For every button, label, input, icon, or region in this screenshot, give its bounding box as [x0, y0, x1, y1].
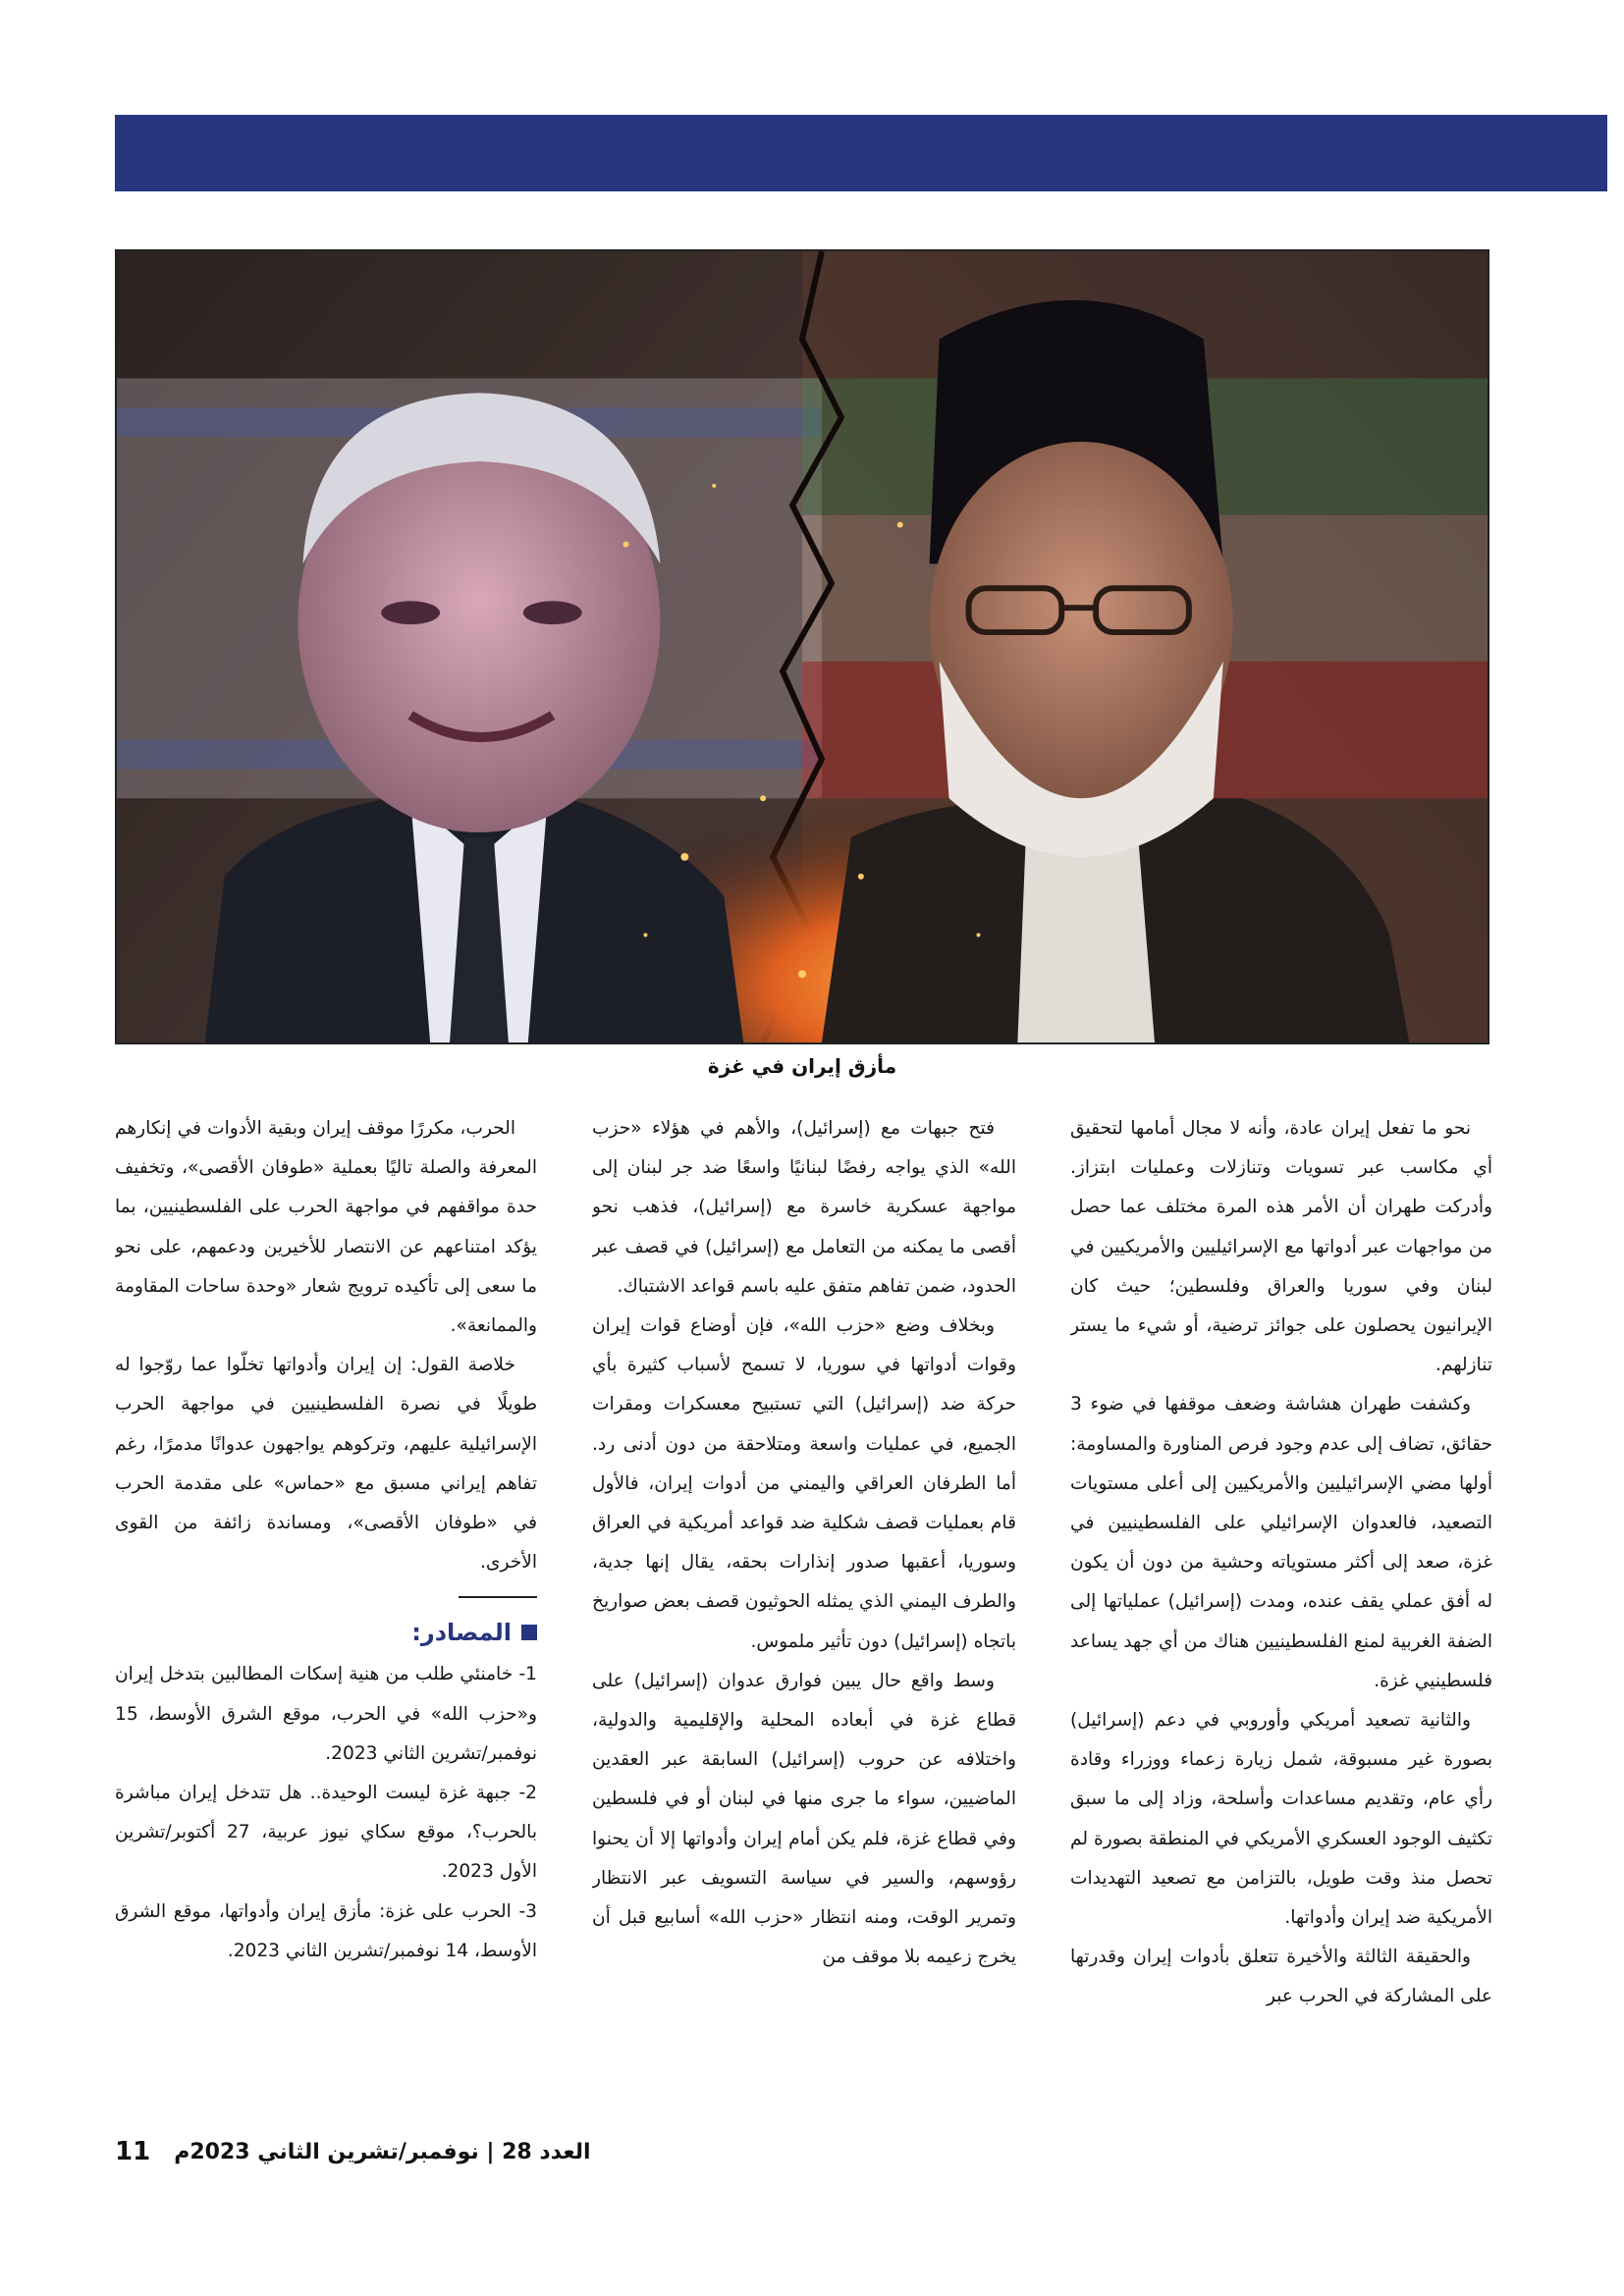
paragraph: الحرب، مكررًا موقف إيران وبقية الأدوات في إنكارهم المعرفة والصلة تاليًا بعملية «طوفان الأقصى»، وتخفيف حدة مواقفهم في مواجهة الحرب على الفلسطينيين، بما يؤكد امتناعهم عن الانتصار للأخيرين ودعمهم، على نحو ما سعى إلى تأكيده ترويج شعار «وحدة ساحات المقاومة والممانعة».	[115, 1118, 537, 1337]
hero-artwork	[117, 251, 1488, 1042]
square-bullet-icon	[521, 1625, 537, 1640]
paragraph: وبخلاف وضع «حزب الله»، فإن أوضاع قوات إيران وقوات أدواتها في سوريا، لا تسمح لأسباب كثيرة بأي حركة ضد (إسرائيل) التي تستبيح معسكرات ومقرات الجميع، في عمليات واسعة ومتلاحقة من دون أدنى رد. أما الطرفان العراقي واليمني من أدوات إيران، فالأول قام بعمليات قصف شكلية ضد قواعد أمريكية في العراق وسوريا، أعقبها صدور إنذارات بحقه، يقال إنها جدية، والطرف اليمني الذي يمثله الحوثيون قصف بعض صواريخ باتجاه (إسرائيل) دون تأثير ملموس.	[592, 1315, 1016, 1652]
sources-heading-label: المصادر:	[411, 1619, 512, 1647]
source-item: 3- الحرب على غزة: مأزق إيران وأدواتها، موقع الشرق الأوسط، 14 نوفمبر/تشرين الثاني 2023.	[115, 1900, 537, 1961]
page-footer	[115, 2132, 1489, 2171]
header-color-bar	[115, 115, 1607, 191]
hero-caption: مأزق إيران في غزة	[707, 1054, 897, 1078]
section-divider	[459, 1596, 537, 1598]
paragraph: وكشفت طهران هشاشة وضعف موقفها في ضوء 3 حقائق، تضاف إلى عدم وجود فرص المناورة والمساومة: أولها مضي الإسرائيليين والأمريكيين إلى أعلى مستويات التصعيد، فالعدوان الإسرائيلي على الفلسطينيين في غزة، صعد إلى أكثر مستوياته وحشية من دون أن يكون له أفق عملي يقف عنده، ومدت (إسرائيل) عملياتها إلى الضفة الغربية لمنع الفلسطينيين هناك من أي جهد يساعد فلسطينيي غزة.	[1070, 1394, 1492, 1691]
article-column-2	[592, 1109, 1016, 2120]
paragraph: نحو ما تفعل إيران عادة، وأنه لا مجال أمامها لتحقيق أي مكاسب عبر تسويات وتنازلات وعمليات ابتزاز. وأدركت طهران أن الأمر هذه المرة مختلف عما حصل من مواجهات عبر أدواتها مع الإسرائيليين والأمريكيين في لبنان وفي سوريا والعراق وفلسطين؛ حيث كان الإيرانيون يحصلون على جوائز ترضية، أو شيء ما يستر تنازلهم.	[1070, 1118, 1492, 1376]
article-column-1	[1070, 1109, 1492, 2120]
paragraph: والحقيقة الثالثة والأخيرة تتعلق بأدوات إيران وقدرتها على المشاركة في الحرب عبر	[1070, 1947, 1492, 2007]
sources-heading	[115, 1616, 537, 1649]
paragraph: خلاصة القول: إن إيران وأدواتها تخلّوا عما روّجوا له طويلًا في نصرة الفلسطينيين في مواجهة الحرب الإسرائيلية عليهم، وتركوهم يواجهون عدوانًا مدمرًا، رغم تفاهم إيراني مسبق مع «حماس» على مقدمة الحرب في «طوفان الأقصى»، ومساندة زائفة من القوى الأخرى.	[115, 1355, 537, 1574]
article-column-3	[115, 1109, 537, 2120]
issue-label: العدد 28 | نوفمبر/تشرين الثاني 2023م	[174, 2139, 591, 2164]
paragraph: والثانية تصعيد أمريكي وأوروبي في دعم (إسرائيل) بصورة غير مسبوقة، شمل زيارة زعماء ووزراء وقادة رأي عام، وتقديم مساعدات وأسلحة، وزاد إلى ما سبق تكثيف الوجود العسكري الأمريكي في المنطقة بصورة لم تحصل منذ وقت طويل، بالتزامن مع تصعيد التهديدات الأمريكية ضد إيران وأدواتها.	[1070, 1710, 1492, 1929]
source-item: 2- جبهة غزة ليست الوحيدة.. هل تتدخل إيران مباشرة بالحرب؟، موقع سكاي نيوز عربية، 27 أكتوبر/تشرين الأول 2023.	[115, 1783, 537, 1883]
page-number: 11	[115, 2137, 151, 2166]
source-item: 1- خامنئي طلب من هنية إسكات المطالبين بتدخل إيران و«حزب الله» في الحرب، موقع الشرق الأوسط، 15 نوفمبر/تشرين الثاني 2023.	[115, 1664, 537, 1764]
paragraph: فتح جبهات مع (إسرائيل)، والأهم في هؤلاء «حزب الله» الذي يواجه رفضًا لبنانيًا واسعًا ضد جر لبنان إلى مواجهة عسكرية خاسرة مع (إسرائيل)، فذهب نحو أقصى ما يمكنه من التعامل مع (إسرائيل) في قصف عبر الحدود، ضمن تفاهم متفق عليه باسم قواعد الاشتباك.	[592, 1118, 1016, 1297]
paragraph: وسط واقع حال يبين فوارق عدوان (إسرائيل) على قطاع غزة في أبعاده المحلية والإقليمية والدولية، واختلافه عن حروب (إسرائيل) السابقة عبر العقدين الماضيين، سواء ما جرى منها في لبنان أو في فلسطين وفي قطاع غزة، فلم يكن أمام إيران وأدواتها إلا أن يحنوا رؤوسهم، والسير في سياسة التسويف عبر الانتظار وتمرير الوقت، ومنه انتظار «حزب الله» أسابيع قبل أن يخرج زعيمه بلا موقف من	[592, 1670, 1016, 1968]
hero-illustration	[115, 249, 1489, 1044]
